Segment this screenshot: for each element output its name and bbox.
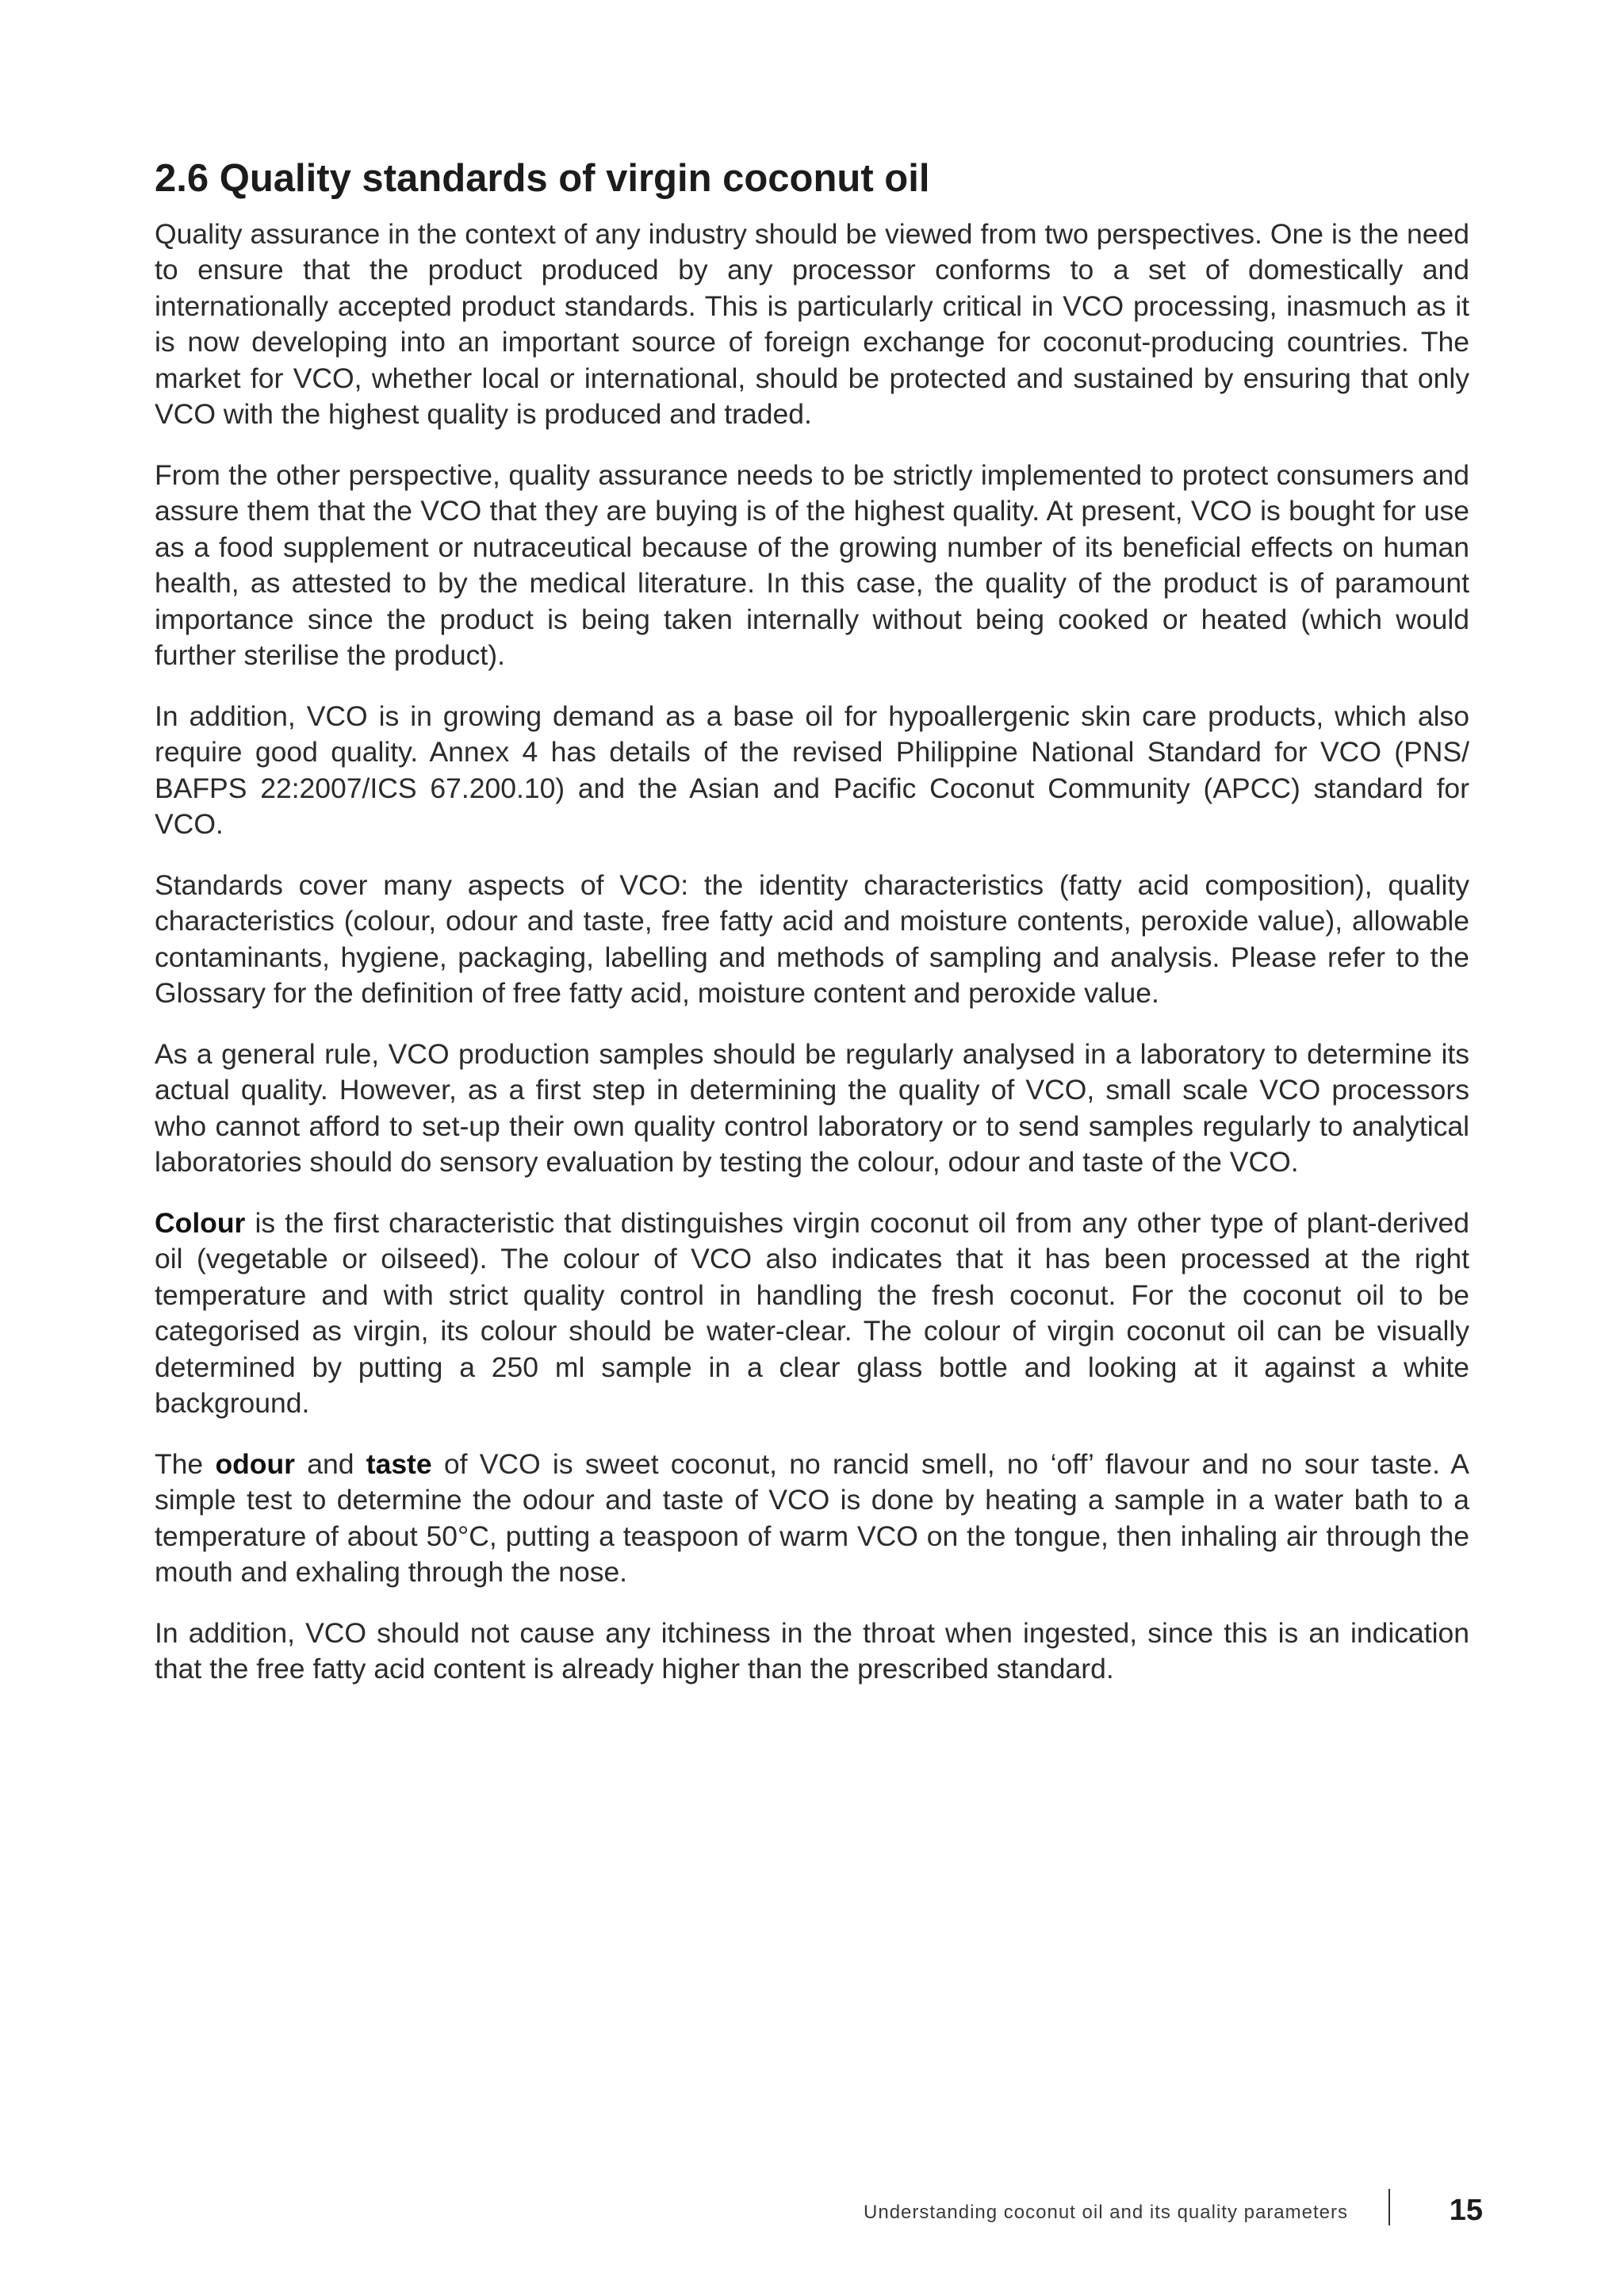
paragraph-odour-lead: The [155,1447,216,1480]
paragraph-colour-text: is the first characteristic that distinguishes virgin coconut oil from any other type of plant-derived oil (vegetable or oilseed). The colour of VCO also indicates that it has been processed at the right temperature and with strict quality control in handling the fresh coconut. For the coconut oil to be categorised as virgin, its colour should be water-clear. The colour of virgin coconut oil can be visually determined by putting a 250 ml sample in a clear glass bottle and looking at it against a white background. [155,1206,1469,1420]
running-title: Understanding coconut oil and its quality parameters [864,2202,1348,2223]
page-number: 15 [1449,2194,1483,2227]
footer-divider [1388,2189,1390,2225]
paragraph-standards-coverage: Standards cover many aspects of VCO: the identity characteristics (fatty acid composition), quality characteristics (colour, odour and taste, free fatty acid and moisture contents, peroxide value), allowable contaminants, hygiene, packaging, labelling and methods of sampling and analysis. Please refer to the Glossary for the definition of free fatty acid, moisture content and peroxide value. [155,868,1469,1010]
paragraph-quality-assurance: Quality assurance in the context of any industry should be viewed from two perspectives. One is the need to ensure that the product produced by any processor conforms to a set of domestically and internationally accepted product standards. This is particularly critical in VCO processing, inasmuch as it is now developing into an important source of foreign exchange for coconut-producing countries. The market for VCO, whether local or international, should be protected and sustained by ensuring that only VCO with the highest quality is produced and traded. [155,217,1469,431]
main-content [155,155,1469,1712]
paragraph-laboratory-analysis: As a general rule, VCO production samples should be regularly analysed in a laboratory to determine its actual quality. However, as a first step in determining the quality of VCO, small scale VCO processors who cannot afford to set-up their own quality control laboratory or to send samples regularly to analytical laboratories should do sensory evaluation by testing the colour, odour and taste of the VCO. [155,1037,1469,1179]
term-odour: odour [215,1447,295,1480]
paragraph-colour [155,1205,1469,1422]
paragraph-odour-mid: and [295,1447,366,1480]
paragraph-itchiness: In addition, VCO should not cause any itchiness in the throat when ingested, since this is an indication that the free fatty acid content is already higher than the prescribed standard. [155,1616,1469,1685]
paragraph-odour-text: of VCO is sweet coconut, no rancid smell, no ‘off’ flavour and no sour taste. A simple test to determine the odour and taste of VCO is done by heating a sample in a water bath to a temperature of about 50°C, putting a teaspoon of warm VCO on the tongue, then inhaling air through the mouth and exhaling through the nose. [155,1447,1469,1589]
page-footer [793,2189,1483,2237]
paragraph-consumer-protection: From the other perspective, quality assurance needs to be strictly implemented to protect consumers and assure them that the VCO that they are buying is of the highest quality. At present, VCO is bought for use as a food supplement or nutraceutical because of the growing number of its beneficial effects on human health, as attested to by the medical literature. In this case, the quality of the product is of paramount importance since the product is being taken internally without being cooked or heated (which would further sterilise the product). [155,458,1469,672]
paragraph-odour-taste [155,1447,1469,1591]
term-taste: taste [366,1447,432,1480]
paragraph-skin-care-demand: In addition, VCO is in growing demand as a base oil for hypoallergenic skin care products, which also require good quality. Annex 4 has details of the revised Philippine National Standard for VCO (PNS/ BAFPS 22:2007/ICS 67.200.10) and the Asian and Pacific Coconut Community (APCC) standard for VCO. [155,700,1469,841]
section-title: 2.6 Quality standards of virgin coconut oil [155,157,930,200]
term-colour: Colour [155,1206,246,1239]
